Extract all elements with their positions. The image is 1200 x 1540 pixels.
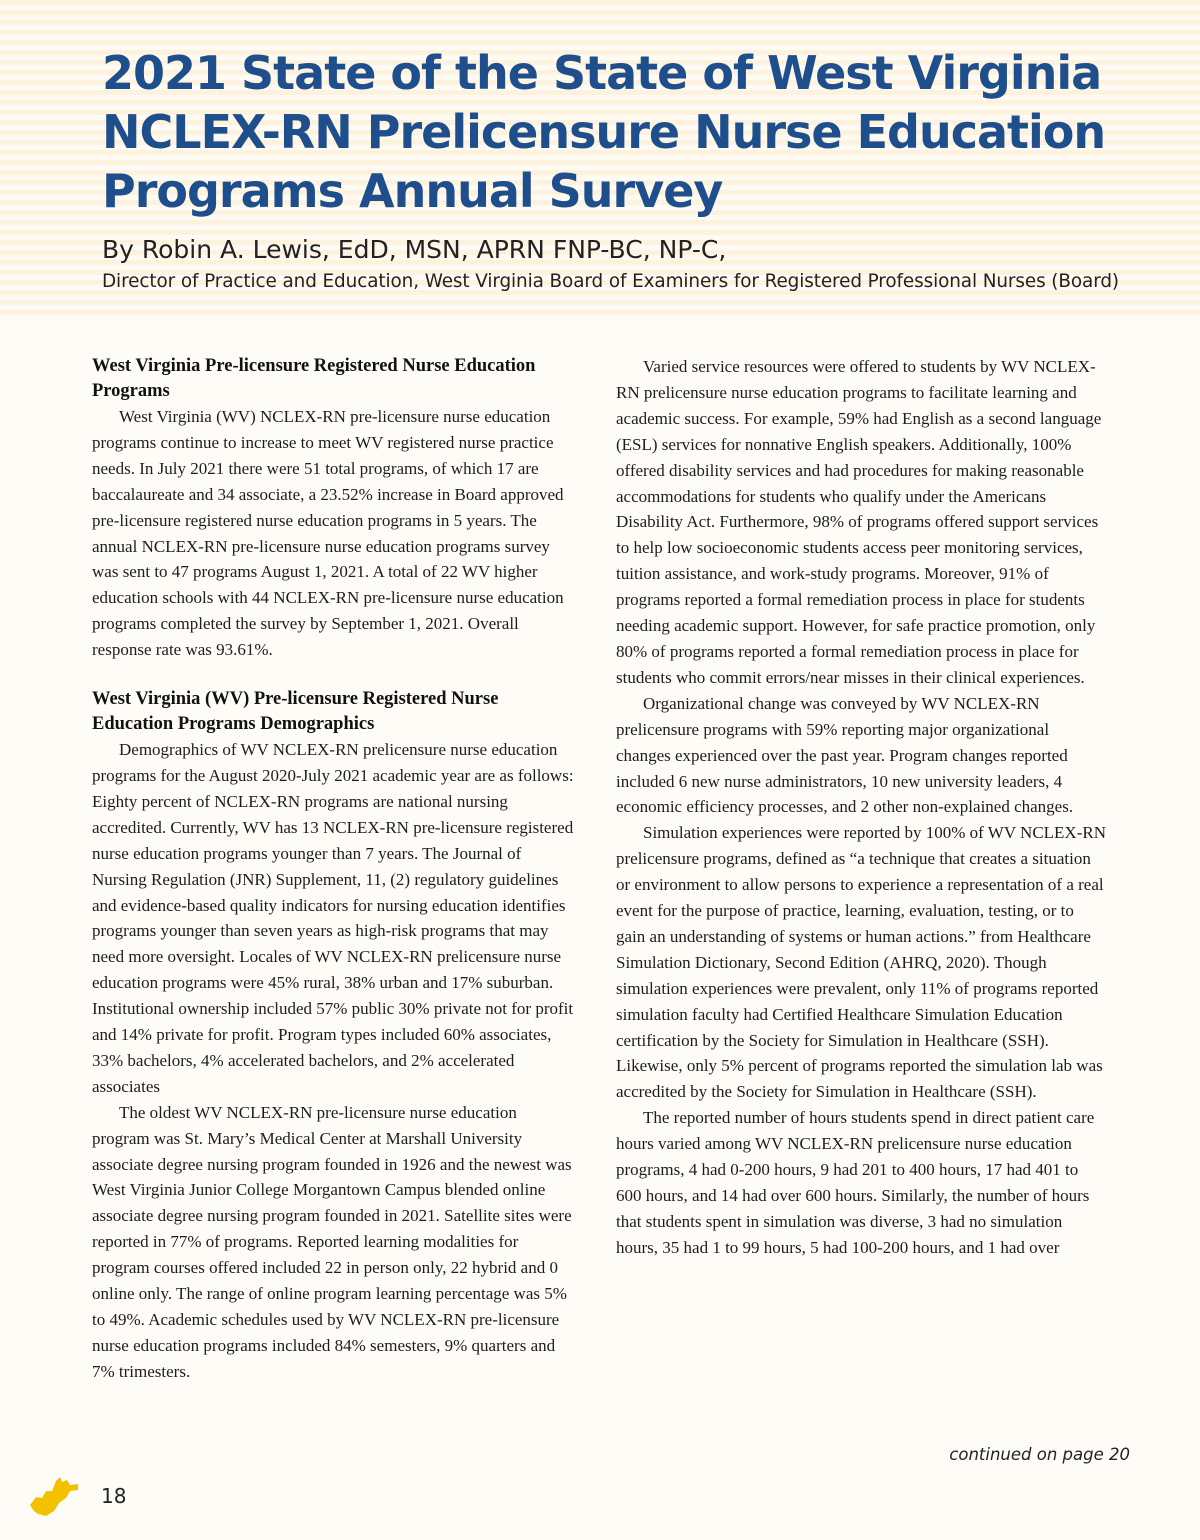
page-number: 18 (101, 1484, 127, 1508)
paragraph: Simulation experiences were reported by 100% of WV NCLEX-RN prelicensure programs, defined as “a technique that creates a situation or environment to allow persons to experience a representation of a real event for the purpose of practice, learning, evaluation, testing, or to gain an understanding of systems or human actions.” from Healthcare Simulation Dictionary, Second Edition (AHRQ, 2020). Though simulation experiences were prevalent, only 11% of programs reported simulation faculty had Certified Healthcare Simulation Education certification by the Society for Simulation in Healthcare (SSH). Likewise, only 5% percent of programs reported the simulation lab was accredited by the Society for Simulation in Healthcare (SSH). (616, 823, 1106, 1102)
paragraph: Demographics of WV NCLEX-RN prelicensure nurse education programs for the August 2020-July 2021 academic year are as follows: Eighty percent of NCLEX-RN programs are national nursing accredited. Currently, WV has 13 NCLEX-RN pre-licensure registered nurse education programs younger than 7 years. The Journal of Nursing Regulation (JNR) Supplement, 11, (2) regulatory guidelines and evidence-based quality indicators for nursing education identifies programs younger than seven years as high-risk programs that may need more oversight. Locales of WV NCLEX-RN prelicensure nurse education programs were 45% rural, 38% urban and 17% suburban. Institutional ownership included 57% public 30% private not for profit and 14% private for profit. Program types included 60% associates, 33% bachelors, 4% accelerated bachelors, and 2% accelerated associates (92, 740, 574, 1096)
paragraph: Organizational change was conveyed by WV NCLEX-RN prelicensure programs with 59% reporting major organizational changes experienced over the past year. Program changes reported included 6 new nurse administrators, 10 new university leaders, 4 economic efficiency processes, and 2 other non-explained changes. (616, 693, 1074, 817)
section-heading-demographics: West Virginia (WV) Pre-licensure Registered Nurse Education Programs Demographics (92, 689, 499, 735)
article-title: 2021 State of the State of West Virginia NCLEX-RN Prelicensure Nurse Education Programs Annual Survey (102, 46, 1106, 218)
author-byline: By Robin A. Lewis, EdD, MSN, APRN FNP-BC, NP-C, (102, 235, 727, 264)
west-virginia-state-icon (26, 1467, 80, 1521)
paragraph: Varied service resources were offered to students by WV NCLEX-RN prelicensure nurse education programs to facilitate learning and academic success. For example, 59% had English as a second language (ESL) services for nonnative English speakers. Additionally, 100% offered disability services and had procedures for making reasonable accommodations for students who qualify under the Americans Disability Act. Furthermore, 98% of programs offered support services to help low socioeconomic students access peer monitoring services, tuition assistance, and work-study programs. Moreover, 91% of programs reported a formal remediation process in place for students needing academic support. However, for safe practice promotion, only 80% of programs reported a formal remediation process in place for students who commit errors/near misses in their clinical experiences. (616, 357, 1102, 687)
author-affiliation: Director of Practice and Education, West Virginia Board of Examiners for Registered Professional Nurses (Board) (102, 271, 1120, 292)
paragraph: The oldest WV NCLEX-RN pre-licensure nurse education program was St. Mary’s Medical Center at Marshall University associate degree nursing program founded in 1926 and the newest was West Virginia Junior College Morgantown Campus blended online associate degree nursing program founded in 2021. Satellite sites were reported in 77% of programs. Reported learning modalities for program courses offered included 22 in person only, 22 hybrid and 0 online only. The range of online program learning percentage was 5% to 49%. Academic schedules used by WV NCLEX-RN pre-licensure nurse education programs included 84% semesters, 9% quarters and 7% trimesters. (92, 1102, 572, 1381)
section-heading-programs: West Virginia Pre-licensure Registered Nurse Education Programs (92, 356, 536, 401)
continued-note: continued on page 20 (949, 1445, 1130, 1464)
left-column (92, 354, 576, 1385)
paragraph: The reported number of hours students spend in direct patient care hours varied among WV NCLEX-RN prelicensure nurse education programs, 4 had 0-200 hours, 9 had 201 to 400 hours, 17 had 401 to 600 hours, and 14 had over 600 hours. Similarly, the number of hours that students spent in simulation was diverse, 3 had no simulation hours, 35 had 1 to 99 hours, 5 had 100-200 hours, and 1 had over (616, 1108, 1095, 1257)
right-column (616, 354, 1106, 1261)
article-header (102, 44, 1162, 293)
paragraph: West Virginia (WV) NCLEX-RN pre-licensure nurse education programs continue to increase to meet WV registered nurse practice needs. In July 2021 there were 51 total programs, of which 17 are baccalaureate and 34 associate, a 23.52% increase in Board approved pre-licensure registered nurse education programs in 5 years. The annual NCLEX-RN pre-licensure nurse education programs survey was sent to 47 programs August 1, 2021. A total of 22 WV higher education schools with 44 NCLEX-RN pre-licensure nurse education programs completed the survey by September 1, 2021. Overall response rate was 93.61%. (92, 407, 564, 660)
